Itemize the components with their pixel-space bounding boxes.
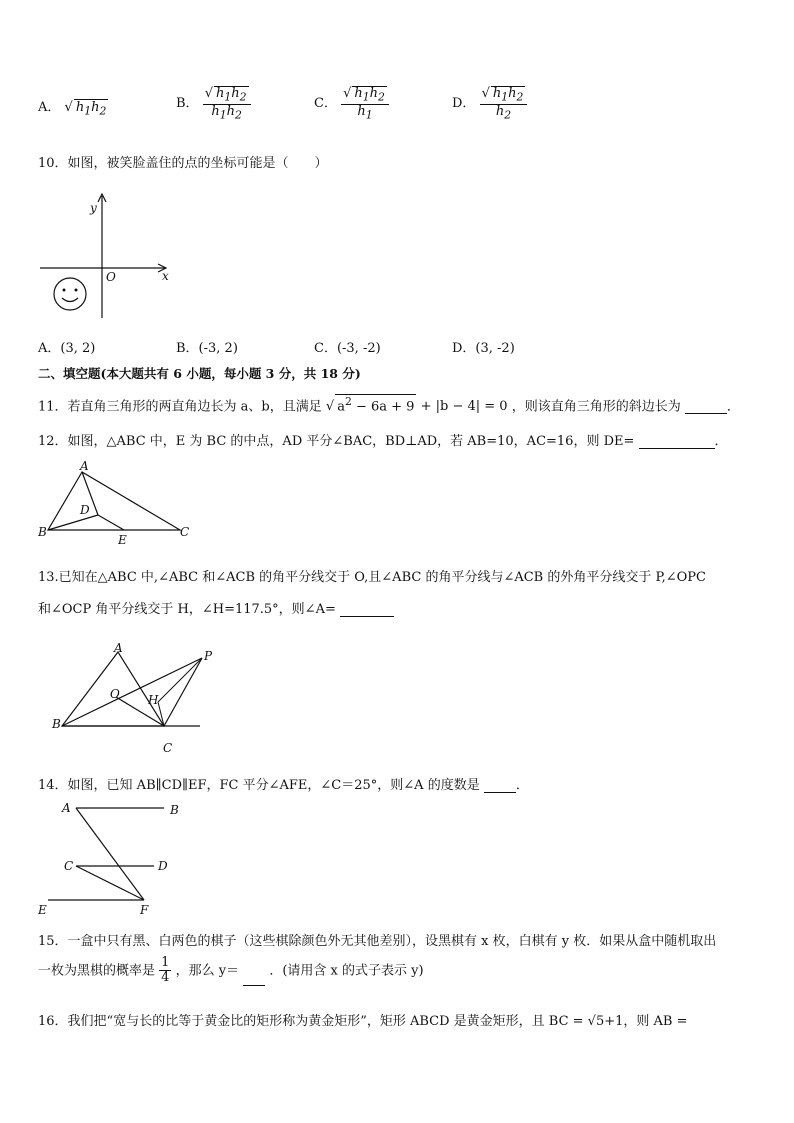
option-d: D． $\frac{√ h_1h_2}{h_2}$ (452, 86, 527, 121)
coordinate-figure (36, 190, 186, 330)
option-a: A． √ $h_1h_2$ (38, 100, 107, 118)
parallel-lines-figure-q14 (36, 798, 196, 918)
equation: √ $a^2 - 6a + 9 + |b - 4| = 0$ (325, 395, 508, 415)
question-12: 12．如图，△ABC 中，E 为 BC 的中点，AD 平分∠BAC，BD⊥AD，若 AB=10，AC=16，则 DE= ． (38, 434, 728, 449)
point-a-label: A (62, 801, 71, 815)
point-p-label: P (204, 649, 213, 663)
fraction-expression: $\frac{√ h_1h_2}{h_1h_2}$ (203, 86, 251, 121)
point-d-label: D (80, 503, 90, 517)
question-15-line-2: 一枚为黑棋的概率是 $\frac{1}{4}$ ，那么 y＝ ．(请用含 x 的式子表示 y) (38, 955, 424, 986)
point-b-label: B (38, 525, 47, 539)
point-a-label: A (114, 641, 123, 655)
origin-label: O (106, 270, 116, 284)
point-c-label: C (163, 741, 173, 755)
point-c-label: C (180, 525, 190, 539)
point-e-label: E (38, 903, 47, 917)
x-axis-label: x (162, 269, 169, 283)
question-15-line-1: 15．一盒中只有黑、白两色的棋子（这些棋除颜色外无其他差别），设黑棋有 x 枚，白棋有 y 枚．如果从盒中随机取出 (38, 934, 717, 949)
question-16: 16．我们把“宽与长的比等于黄金比的矩形称为黄金矩形”，矩形 ABCD 是黄金矩形，且 BC = √5+1，则 AB = (38, 1014, 688, 1029)
radical-expression: √ $h_1h_2$ (64, 100, 107, 118)
option-c: C． $\frac{√ h_1h_2}{h_1}$ (314, 86, 389, 121)
point-c-label: C (64, 859, 74, 873)
q10-option-c: C．(-3, -2) (314, 341, 381, 356)
q10-option-a: A．(3, 2) (38, 341, 96, 356)
fraction-expression: $\frac{√ h_1h_2}{h_2}$ (480, 86, 528, 121)
answer-blank (685, 413, 727, 414)
question-13-line-2: 和∠OCP 角平分线交于 H，∠H=117.5°，则∠A= (38, 598, 394, 617)
triangle-figure-q13 (50, 640, 230, 758)
triangle-figure-q12 (36, 460, 196, 550)
q10-option-d: D．(3, -2) (452, 341, 515, 356)
point-b-label: B (52, 717, 61, 731)
question-10-text: 10．如图，被笑脸盖住的点的坐标可能是（ ） (38, 156, 328, 171)
option-b: B． $\frac{√ h_1h_2}{h_1h_2}$ (176, 86, 251, 121)
q10-option-b: B．(-3, 2) (176, 341, 238, 356)
answer-blank (484, 792, 516, 793)
probability-fraction: $\frac{1}{4}$ (161, 955, 170, 986)
answer-blank (243, 985, 265, 986)
smiley-face-icon (54, 278, 86, 310)
point-d-label: D (158, 859, 168, 873)
question-13-line-1: 13.已知在△ABC 中,∠ABC 和∠ACB 的角平分线交于 O,且∠ABC 的角平分线与∠ACB 的外角平分线交于 P,∠OPC (38, 570, 706, 585)
point-e-label: E (118, 533, 127, 547)
question-14: 14．如图，已知 AB∥CD∥EF，FC 平分∠AFE，∠C＝25°，则∠A 的度数是 ． (38, 778, 529, 793)
y-axis-label: y (90, 201, 97, 215)
section-heading: 二、填空题(本大题共有 6 小题，每小题 3 分，共 18 分) (38, 366, 361, 381)
question-11: 11．若直角三角形的两直角边长为 a、b，且满足 √ $a^2 - 6a + 9 + |b - 4| = 0$ ，则该直角三角形的斜边长为 ． (38, 395, 740, 415)
fraction-expression: $\frac{√ h_1h_2}{h_1}$ (341, 86, 389, 121)
answer-blank (639, 448, 715, 449)
point-h-label: H (148, 693, 159, 707)
point-b-label: B (170, 803, 179, 817)
point-f-label: F (140, 903, 149, 917)
point-o-label: O (110, 687, 120, 701)
point-a-label: A (80, 460, 89, 473)
answer-blank (340, 616, 394, 617)
